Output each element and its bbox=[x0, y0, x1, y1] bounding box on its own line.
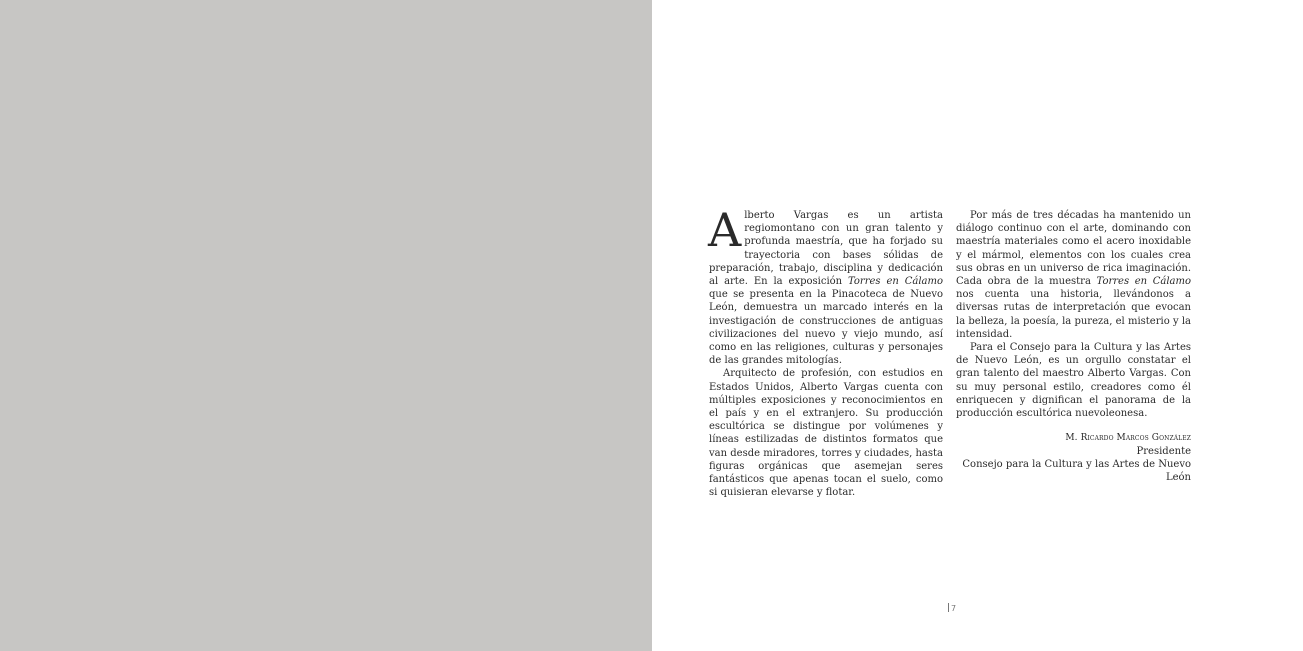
paragraph-career: Arquitecto de profesión, con estudios en Estados Unidos, Alberto Vargas cuenta con múltiples exposiciones y reconocimientos en el país y en el extranjero. Su producción escultórica se distingue por volúmenes y líneas estilizadas de distintos formatos que van desde miradores, torres y ciudades, hasta figuras orgánicas que asemejan seres fantásticos que apenas tocan el suelo, como si quisieran elevarse y flotar. bbox=[709, 368, 943, 499]
text-column-right bbox=[956, 209, 1191, 484]
page-number-value: 7 bbox=[951, 604, 957, 613]
paragraph-intro-text-a: lberto Vargas es un artista regiomontano con un gran talento y profunda maestría, que ha forjado su trayectoria con bases sólidas de preparación, trabajo, disciplina y dedicación al arte. En la exposición bbox=[709, 210, 943, 288]
paragraph-intro bbox=[708, 203, 943, 367]
exhibition-title: Torres en Cálamo bbox=[848, 276, 943, 288]
text-column-left bbox=[708, 203, 943, 499]
exhibition-title-2: Torres en Cálamo bbox=[1096, 276, 1191, 288]
paragraph-decades bbox=[956, 209, 1191, 341]
signature-name: M. Ricardo Marcos González bbox=[1065, 433, 1191, 444]
page-number-divider bbox=[948, 603, 949, 612]
paragraph-decades-text-a: Por más de tres décadas ha mantenido un diálogo continuo con el arte, dominando con maestría materiales como el acero inoxidable y el mármol, elementos con los cuales crea sus obras en un universo de rica imaginación. Cada obra de la muestra bbox=[956, 210, 1191, 288]
signature-block bbox=[956, 432, 1191, 484]
page-number bbox=[948, 603, 956, 613]
signature-organization: Consejo para la Cultura y las Artes de Nuevo León bbox=[962, 459, 1191, 484]
paragraph-council: Para el Consejo para la Cultura y las Artes de Nuevo León, es un orgullo constatar el gran talento del maestro Alberto Vargas. Con su muy personal estilo, creadores como él enriquecen y dignifican el panorama de la producción escultórica nuevoleonesa. bbox=[956, 342, 1191, 420]
paragraph-intro-text-b: que se presenta en la Pinacoteca de Nuevo León, demuestra un marcado interés en la investigación de construcciones de antiguas civilizaciones del nuevo y viejo mundo, así como en las religiones, culturas y personajes de las grandes mitologías. bbox=[709, 289, 943, 367]
signature-role: Presidente bbox=[1136, 446, 1191, 458]
paragraph-decades-text-b: nos cuenta una historia, llevándonos a diversas rutas de interpretación que evocan la belleza, la poesía, la pureza, el misterio y la intensidad. bbox=[956, 289, 1191, 340]
drop-cap: A bbox=[708, 203, 742, 257]
